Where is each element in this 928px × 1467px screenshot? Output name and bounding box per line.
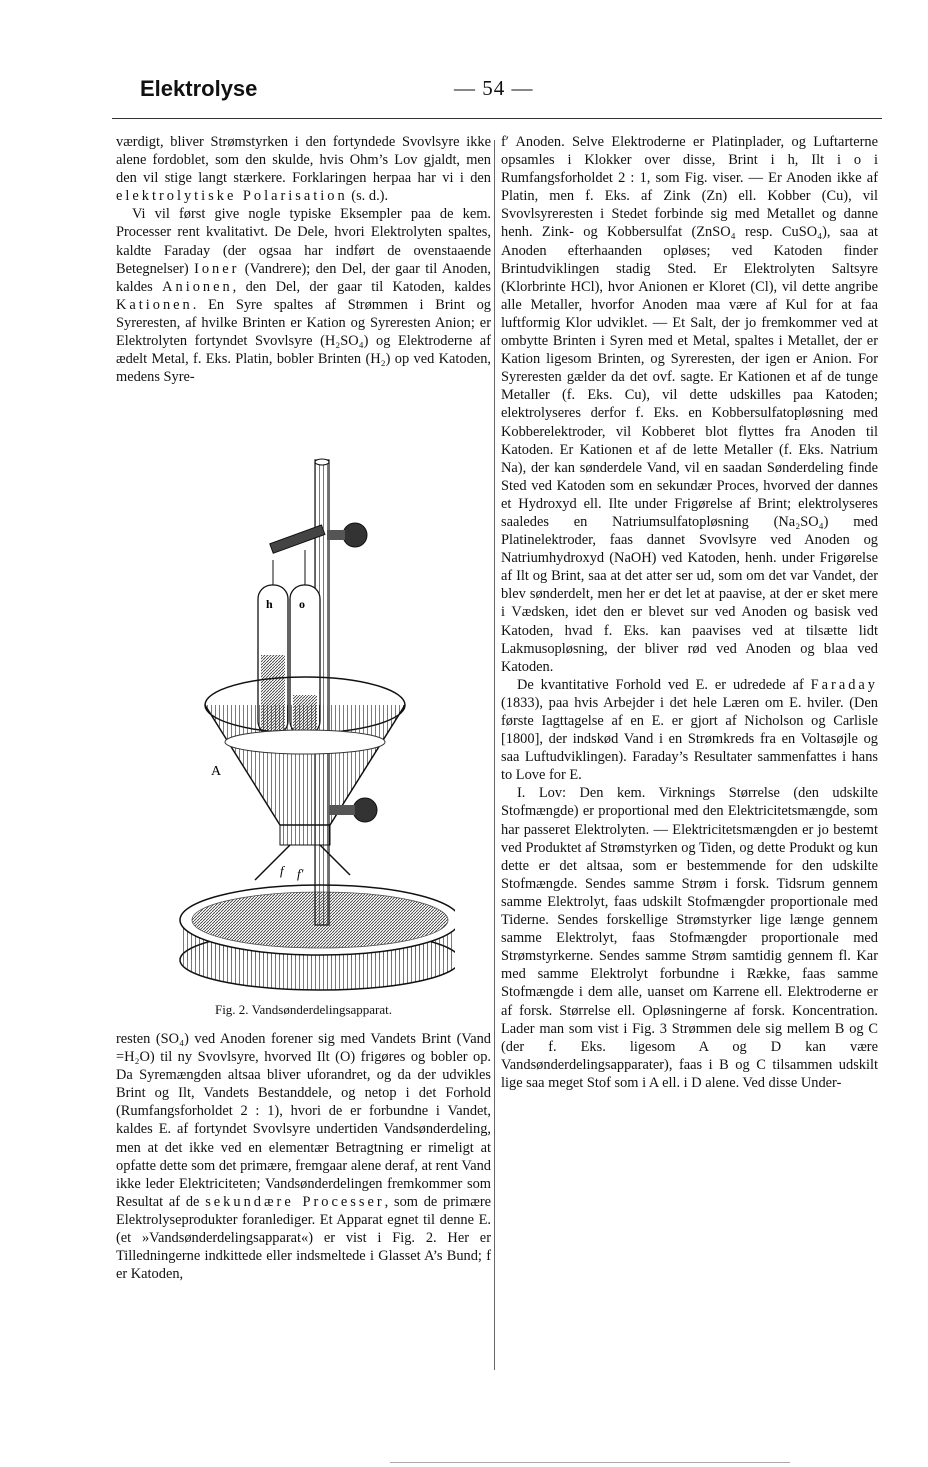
label-A: A <box>211 764 222 779</box>
label-f-prime: f′ <box>297 866 304 881</box>
paragraph: resten (SO₄) ved Anoden forener sig med Vandets Brint (Vand =H₂O) til ny Svovlsyre, hvorved Ilt (O) frigøres og bobler op. Da Syremængden altsaa bliver uforandret, og da der udvikles Brint og Ilt, Vandets Bestanddele, og netop i det Forhold (Rumfangsforholdet 2 : 1), hvori de er forbundne i Vandet, kaldes E. af fortyndet Svovlsyre undertiden Vandsønderdeling, men at det ikke ved en elementær Betragtning er rimeligt at opfatte dette som det primære, fremgaar alene deraf, at rent Vand ikke leder Elektriciteten; Vandsønderdelingen fremkommer som Resultat af de sekundære Processer, som de primære Elektrolyseprodukter foranlediger. Et Apparat egnet til denne E. (et »Vandsønderdelingsapparat«) er vist i Fig. 2. Her er Tilledningerne indkittede eller indsmeltede i Glasset A’s Bund; f er Katoden, <box>116 1031 492 1283</box>
paragraph: f′ Anoden. Selve Elektroderne er Platinplader, og Luftarterne opsamles i Klokker over disse, Brint i h, Ilt i o i Rumfangsforholdet 2 : 1, som Fig. viser. — Er Anoden ikke af Platin, men f. Eks. af Zink (Zn) ell. Kobber (Cu), vil Svovlsyreresten i Stedet forbinde sig med Metallet og danne henh. Zink- og Kobbersulfat (ZnSO₄ resp. CuSO₄), saa at Anoden efterhaanden opløses; ved Katoden finder Brintudviklingen stadig Sted. Er Elektrolyten Saltsyre (Klorbrinte HCl), hvor Anionen er Kloret (Cl), vil dette angribe alle Metaller, hvorfor Anoden maa være af Kul for at faa luftformig Klor udviklet. — Et Salt, der jo fremkommer ved at ombytte Brinten i Syren med et Metal, spaltes i Metallet, der er Kation ligesom Brinten, og Syreresten, der igen er Anion. For Syreresten gælder da det ovf. sagte. Er Kationen et af de tunge Metaller (f. Eks. Cu), vil dette udskilles paa Katoden; elektrolyseres derfor f. Eks. en Kobbersulfatopløsning med Kobberelektroder, vil Kobberet blot flyttes fra Anoden til Katoden. Er Kationen et af de lette Metaller (f. Eks. Natrium Na), der kan sønderdele Vand, vil en saadan Sønderdeling finde Sted ved Katoden som en sekundær Proces, hvorved der dannes et Hydroxyd ell. Ilte under Frigørelse af Brint; elektrolyseres saaledes en Natriumsulfatopløsning (Na₂SO₄) med Platinelektroder, faas dannet Svovlsyre ved Anoden og Natriumhydroxyd (NaOH) ved Katoden, henh. under Frigørelse af Ilt og Brint, saa at det atter ser ud, som om det var Vandet, der blev sønderdelt, men her er det let at paavise, at der er sket mere i Vædsken, idet den er blevet sur ved Anoden og basisk ved Katoden, hvad f. Eks. kan paavises ved at tilsætte lidt Lakmusopløsning, der bliver rød ved Anoden og blaa ved Katoden. <box>501 134 878 675</box>
left-column-top <box>116 133 491 386</box>
left-column-bottom <box>116 1030 491 1283</box>
figure-apparatus <box>155 450 455 995</box>
paragraph: Vi vil først give nogle typiske Eksempler paa de kem. Processer rent kvalitativt. De Dele, hvori Elektrolyten spaltes, kaldte Faraday (der ogsaa har indført de ovenstaaende Betegnelser) Ioner (Vandrere); den Del, der gaar til Anoden, kaldes Anionen, den Del, der gaar til Katoden, kaldes Kationen. En Syre spaltes af Strømmen i Brint og Syreresten, af hvilke Brinten er Kation og Syreresten Anion; er Elektrolyten fortyndet Svovlsyre (H₂SO₄) og Elektroderne af ædelt Metal, f. Eks. Platin, bobler Brinten (H₂) op ved Katoden, medens Syre- <box>116 206 491 386</box>
label-o: o <box>299 597 305 611</box>
paragraph: De kvantitative Forhold ved E. er udredede af Faraday (1833), paa hvis Arbejder i det hele Læren om E. hviler. (Den første Iagttagelse af en E. er gjort af Nicholson og Carlisle [1800], der indskød Vand i en Strømkreds fra en Voltasøjle og saa Luftudviklingen). Faraday’s Resultater sammenfattes i hans to Love for E. <box>501 676 878 784</box>
header-rule <box>112 118 882 119</box>
figure-caption: Fig. 2. Vandsønderdelingsapparat. <box>214 1002 393 1017</box>
column-divider <box>494 140 495 1370</box>
label-h: h <box>266 597 273 611</box>
right-column <box>501 133 878 1092</box>
clamp-screw <box>343 523 367 547</box>
paragraph: I. Lov: Den kem. Virknings Størrelse (den udskilte Stofmængde) er proportional med den Elektricitetsmængde, som har passeret Elektrolyten. — Elektricitetsmængden er jo bestemt ved Produktet af Strømstyrken og Tiden, og dette Produkt og kun dette er det altsaa, som er bestemmende for den udskilte Stofmængde. Sendes samme Strøm i forsk. Tidsrum gennem samme Elektrolyt, faas udskilt Stofmængder proportionale med Tiderne. Sendes forskellige Strømstyrker lige længe gennem samme Elektrolyt, faas Stofmængder proportionale med Strømstyrkerne. Sendes samme Strøm samtidig gennem fl. Kar med samme Elektrolyt forbundne i Række, faas samme Stofmængde i dem alle, uanset om Karrene ell. Elektroderne er af forsk. Størrelse ell. Opløsningerne af forsk. Koncentration. Lader man som vist i Fig. 3 Strømmen dele sig mellem B og C (der f. Eks. ligesom A og D kan være Vandsønderdelingsapparater), faas i B og C tilsammen udskilt lige saa meget Stof som i A ell. i D alene. Ved disse Under- <box>501 785 878 1091</box>
page-number: — 54 — <box>454 76 534 100</box>
paragraph: værdigt, bliver Strømstyrken i den fortyndede Svovlsyre ikke alene fordoblet, som den skulde, hvis Ohm’s Lov gjaldt, men den vil stige langt stærkere. Forklaringen herpaa har vi i den elektrolytiske Polarisation (s. d.). <box>116 134 491 205</box>
page-header <box>0 70 928 110</box>
bottom-rule <box>390 1462 790 1463</box>
running-title: Elektrolyse <box>140 76 258 101</box>
apparatus-illustration <box>155 450 455 995</box>
wire-cathode <box>255 845 290 880</box>
label-f: f <box>280 863 284 878</box>
